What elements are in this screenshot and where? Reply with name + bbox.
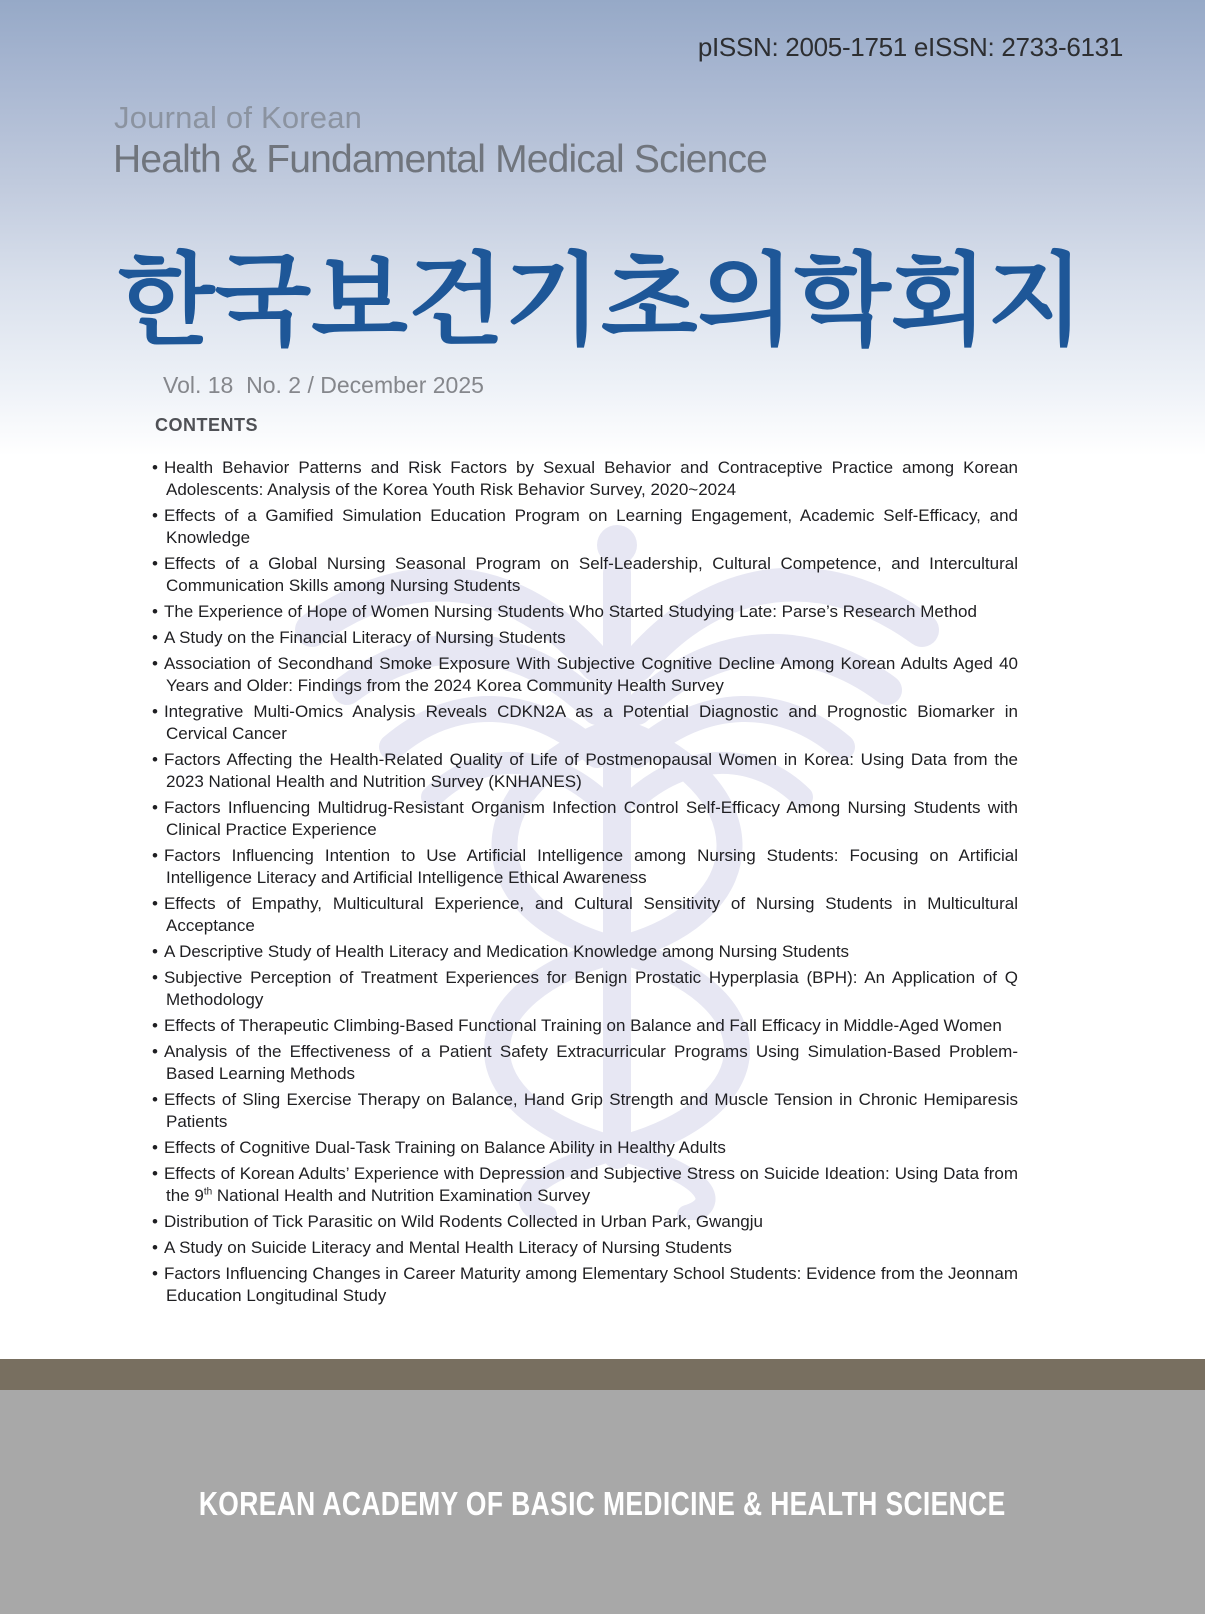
toc-item: • Integrative Multi-Omics Analysis Reveals CDKN2A as a Potential Diagnostic and Prognostic Biomarker in Cervical Cancer [152, 701, 1018, 745]
footer-taupe-band [0, 1359, 1205, 1390]
toc-item: • A Study on the Financial Literacy of Nursing Students [152, 627, 1018, 649]
toc-item: • Effects of Therapeutic Climbing-Based Functional Training on Balance and Fall Efficacy in Middle-Aged Women [152, 1015, 1018, 1037]
toc-item: • Effects of Sling Exercise Therapy on Balance, Hand Grip Strength and Muscle Tension in Chronic Hemiparesis Patients [152, 1089, 1018, 1133]
toc-item: • Association of Secondhand Smoke Exposure With Subjective Cognitive Decline Among Korean Adults Aged 40 Years and Older: Findings from the 2024 Korea Community Health Survey [152, 653, 1018, 697]
journal-name-english-line1: Journal of Korean [114, 100, 363, 135]
toc-item: • A Descriptive Study of Health Literacy and Medication Knowledge among Nursing Students [152, 941, 1018, 963]
journal-name-english-line2: Health & Fundamental Medical Science [113, 138, 768, 181]
contents-list [152, 457, 1018, 1311]
toc-item: • Factors Influencing Intention to Use Artificial Intelligence among Nursing Students: Focusing on Artificial Intelligence Literacy and Artificial Intelligence Ethical Awareness [152, 845, 1018, 889]
journal-name-korean: 한국보건기초의학회지 [118, 241, 1084, 359]
toc-item: • The Experience of Hope of Women Nursing Students Who Started Studying Late: Parse’s Research Method [152, 601, 1018, 623]
toc-item: • Effects of Empathy, Multicultural Experience, and Cultural Sensitivity of Nursing Students in Multicultural Acceptance [152, 893, 1018, 937]
toc-item: • Factors Influencing Changes in Career Maturity among Elementary School Students: Evidence from the Jeonnam Education Longitudinal Study [152, 1263, 1018, 1307]
toc-item: • Health Behavior Patterns and Risk Factors by Sexual Behavior and Contraceptive Practice among Korean Adolescents: Analysis of the Korea Youth Risk Behavior Survey, 2020~2024 [152, 457, 1018, 501]
publisher-name: KOREAN ACADEMY OF BASIC MEDICINE & HEALTH SCIENCE [199, 1485, 1006, 1522]
toc-item: • Effects of a Gamified Simulation Education Program on Learning Engagement, Academic Self-Efficacy, and Knowledge [152, 505, 1018, 549]
toc-item: • Factors Affecting the Health-Related Quality of Life of Postmenopausal Women in Korea: Using Data from the 2023 National Health and Nutrition Survey (KNHANES) [152, 749, 1018, 793]
toc-item: • Distribution of Tick Parasitic on Wild Rodents Collected in Urban Park, Gwangju [152, 1211, 1018, 1233]
toc-item: • Effects of Cognitive Dual-Task Training on Balance Ability in Healthy Adults [152, 1137, 1018, 1159]
volume-issue-date: Vol. 18 No. 2 / December 2025 [163, 372, 484, 398]
toc-item: • Effects of Korean Adults’ Experience with Depression and Subjective Stress on Suicide Ideation: Using Data from the 9th National Health and Nutrition Examination Survey [152, 1163, 1018, 1207]
toc-item: • Analysis of the Effectiveness of a Patient Safety Extracurricular Programs Using Simulation-Based Problem-Based Learning Methods [152, 1041, 1018, 1085]
issn-line: pISSN: 2005-1751 eISSN: 2733-6131 [697, 32, 1123, 62]
toc-item: • Effects of a Global Nursing Seasonal Program on Self-Leadership, Cultural Competence, and Intercultural Communication Skills among Nursing Students [152, 553, 1018, 597]
toc-item: • Factors Influencing Multidrug-Resistant Organism Infection Control Self-Efficacy Among Nursing Students with Clinical Practice Experience [152, 797, 1018, 841]
footer-gray-band [0, 1390, 1205, 1614]
contents-heading: CONTENTS [155, 415, 258, 435]
toc-item: • A Study on Suicide Literacy and Mental Health Literacy of Nursing Students [152, 1237, 1018, 1259]
toc-item: • Subjective Perception of Treatment Experiences for Benign Prostatic Hyperplasia (BPH): An Application of Q Methodology [152, 967, 1018, 1011]
